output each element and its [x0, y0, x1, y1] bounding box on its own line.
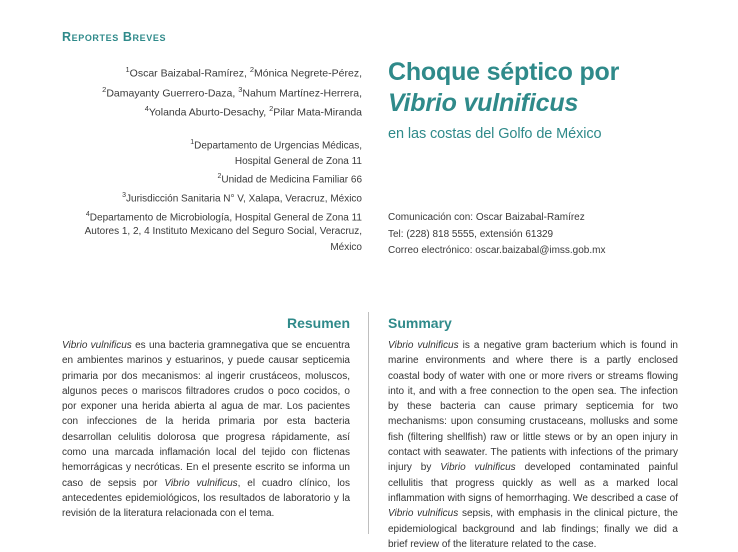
abstract-text: developed contaminated painful cellulitis that progress quickly as well as a marked local inflammation with signs of hemorrhaging. We described a case of: [388, 462, 679, 504]
affiliation-text: Departamento de Urgencias Médicas,: [194, 140, 362, 152]
abstract-spanish: [62, 315, 350, 522]
species-name: Vibrio vulnificus: [62, 340, 132, 351]
author-line-3: [62, 101, 362, 121]
abstract-text: sepsis, with emphasis in the clinical picture, the epidemiological background and lab findings; finally we did a brief review of the literature related to the case.: [388, 508, 678, 550]
author-name: Damayanty Guerrero-Daza,: [106, 87, 239, 99]
author-affil-marker: 2: [269, 104, 274, 113]
abstract-spanish-title: Resumen: [286, 315, 350, 331]
author-name: Yolanda Aburto-Desachy,: [148, 106, 270, 119]
affiliation-text: Unidad de Medicina Familiar 66: [221, 174, 362, 186]
abstract-text: es una bacteria gramnegativa que se encuentra en ambientes marinos y estuarinos, y puede causar septicemia primaria por dos mecanismos: al ingerir crustáceos, moluscos, algunos peces o mariscos filtradores crudos o poco cocidos, o por exponer una herida abierta al agua de mar. Los pacientes con infecciones de la herida primaria por esta bacteria desarrollan celulitis dolorosa que progresa rápidamente, así como una marcada inflamación local del tejido con flictenas hemorrágicas y necróticas. En el presente escrito se informa un caso de sepsis por: [62, 340, 350, 489]
species-name: Vibrio vulnificus: [388, 340, 459, 351]
affiliation-list: [40, 135, 362, 226]
affiliation-text: Departamento de Microbiología, Hospital General de Zona 11: [89, 212, 362, 224]
contact-phone: Tel: (228) 818 5555, extensión 61329: [388, 228, 554, 240]
author-name: Nahum Martínez-Herrera,: [242, 87, 362, 99]
page-subtitle: en las costas del Golfo de México: [388, 126, 602, 142]
affiliation-text: Hospital General de Zona 11: [234, 155, 362, 167]
column-divider: [368, 312, 369, 534]
affiliation-item: [40, 169, 362, 188]
abstract-english: [388, 315, 678, 552]
abstract-text: , el cuadro clínico, los antecedentes epidemiológicos, los resultados de laboratorio y la revisión de la literatura relacionada con el tema.: [62, 477, 350, 520]
species-name: Vibrio vulnificus: [164, 477, 238, 489]
abstract-english-body: [388, 338, 678, 552]
author-affil-marker: 2: [102, 84, 107, 94]
author-name: Pilar Mata-Miranda: [273, 106, 362, 119]
affiliation-item: [40, 207, 362, 226]
contact-block: [388, 210, 698, 260]
affiliation-item: [40, 135, 362, 154]
institute-note: Autores 1, 2, 4 Instituto Mexicano del Seguro Social, Veracruz, México: [84, 226, 362, 253]
species-name: Vibrio vulnificus: [388, 508, 459, 520]
contact-email: Correo electrónico: oscar.baizabal@imss.gob.mx: [388, 245, 606, 256]
affiliation-marker: 2: [217, 173, 222, 181]
author-name: Mónica Negrete-Pérez,: [254, 67, 362, 80]
affiliation-item: [40, 154, 362, 170]
page-title: Choque séptico por: [388, 58, 620, 86]
abstract-text: is a negative gram bacterium which is found in marine environments and where there is a partly enclosed coastal body of water with one or more rivers or streams flowing into it, and with a free connection to the open sea. The infection by these bacteria can cause primary septicemia for two mechanisms: upon consuming crustaceans, mollusks and some fish (filtering shellfish) raw or little stews or by an open injury in contact with seawater. The patients with infections of the primary injury by: [388, 340, 678, 474]
author-affil-marker: 3: [238, 84, 243, 94]
author-name: Oscar Baizabal-Ramírez,: [129, 67, 250, 80]
author-line-2: [62, 82, 362, 102]
author-line-1: [62, 62, 362, 82]
affiliation-marker: 1: [190, 139, 195, 146]
abstract-spanish-body: [62, 338, 350, 522]
affiliation-marker: 4: [85, 210, 90, 218]
affiliation-item: [40, 188, 362, 207]
page-title-species: Vibrio vulnificus: [388, 89, 579, 117]
section-header: Reportes Breves: [62, 30, 167, 44]
author-affil-marker: 2: [249, 65, 255, 74]
affiliation-marker: 3: [122, 192, 127, 200]
author-list: [62, 62, 362, 121]
contact-person: Comunicación con: Oscar Baizabal-Ramírez: [388, 212, 585, 223]
title-block: [388, 57, 688, 144]
abstract-english-title: Summary: [388, 315, 452, 331]
author-affil-marker: 1: [125, 65, 130, 74]
affiliation-text: Jurisdicción Sanitaria N° V, Xalapa, Veracruz, México: [126, 193, 362, 205]
species-name: Vibrio vulnificus: [440, 462, 516, 474]
author-affil-marker: 4: [144, 104, 149, 113]
